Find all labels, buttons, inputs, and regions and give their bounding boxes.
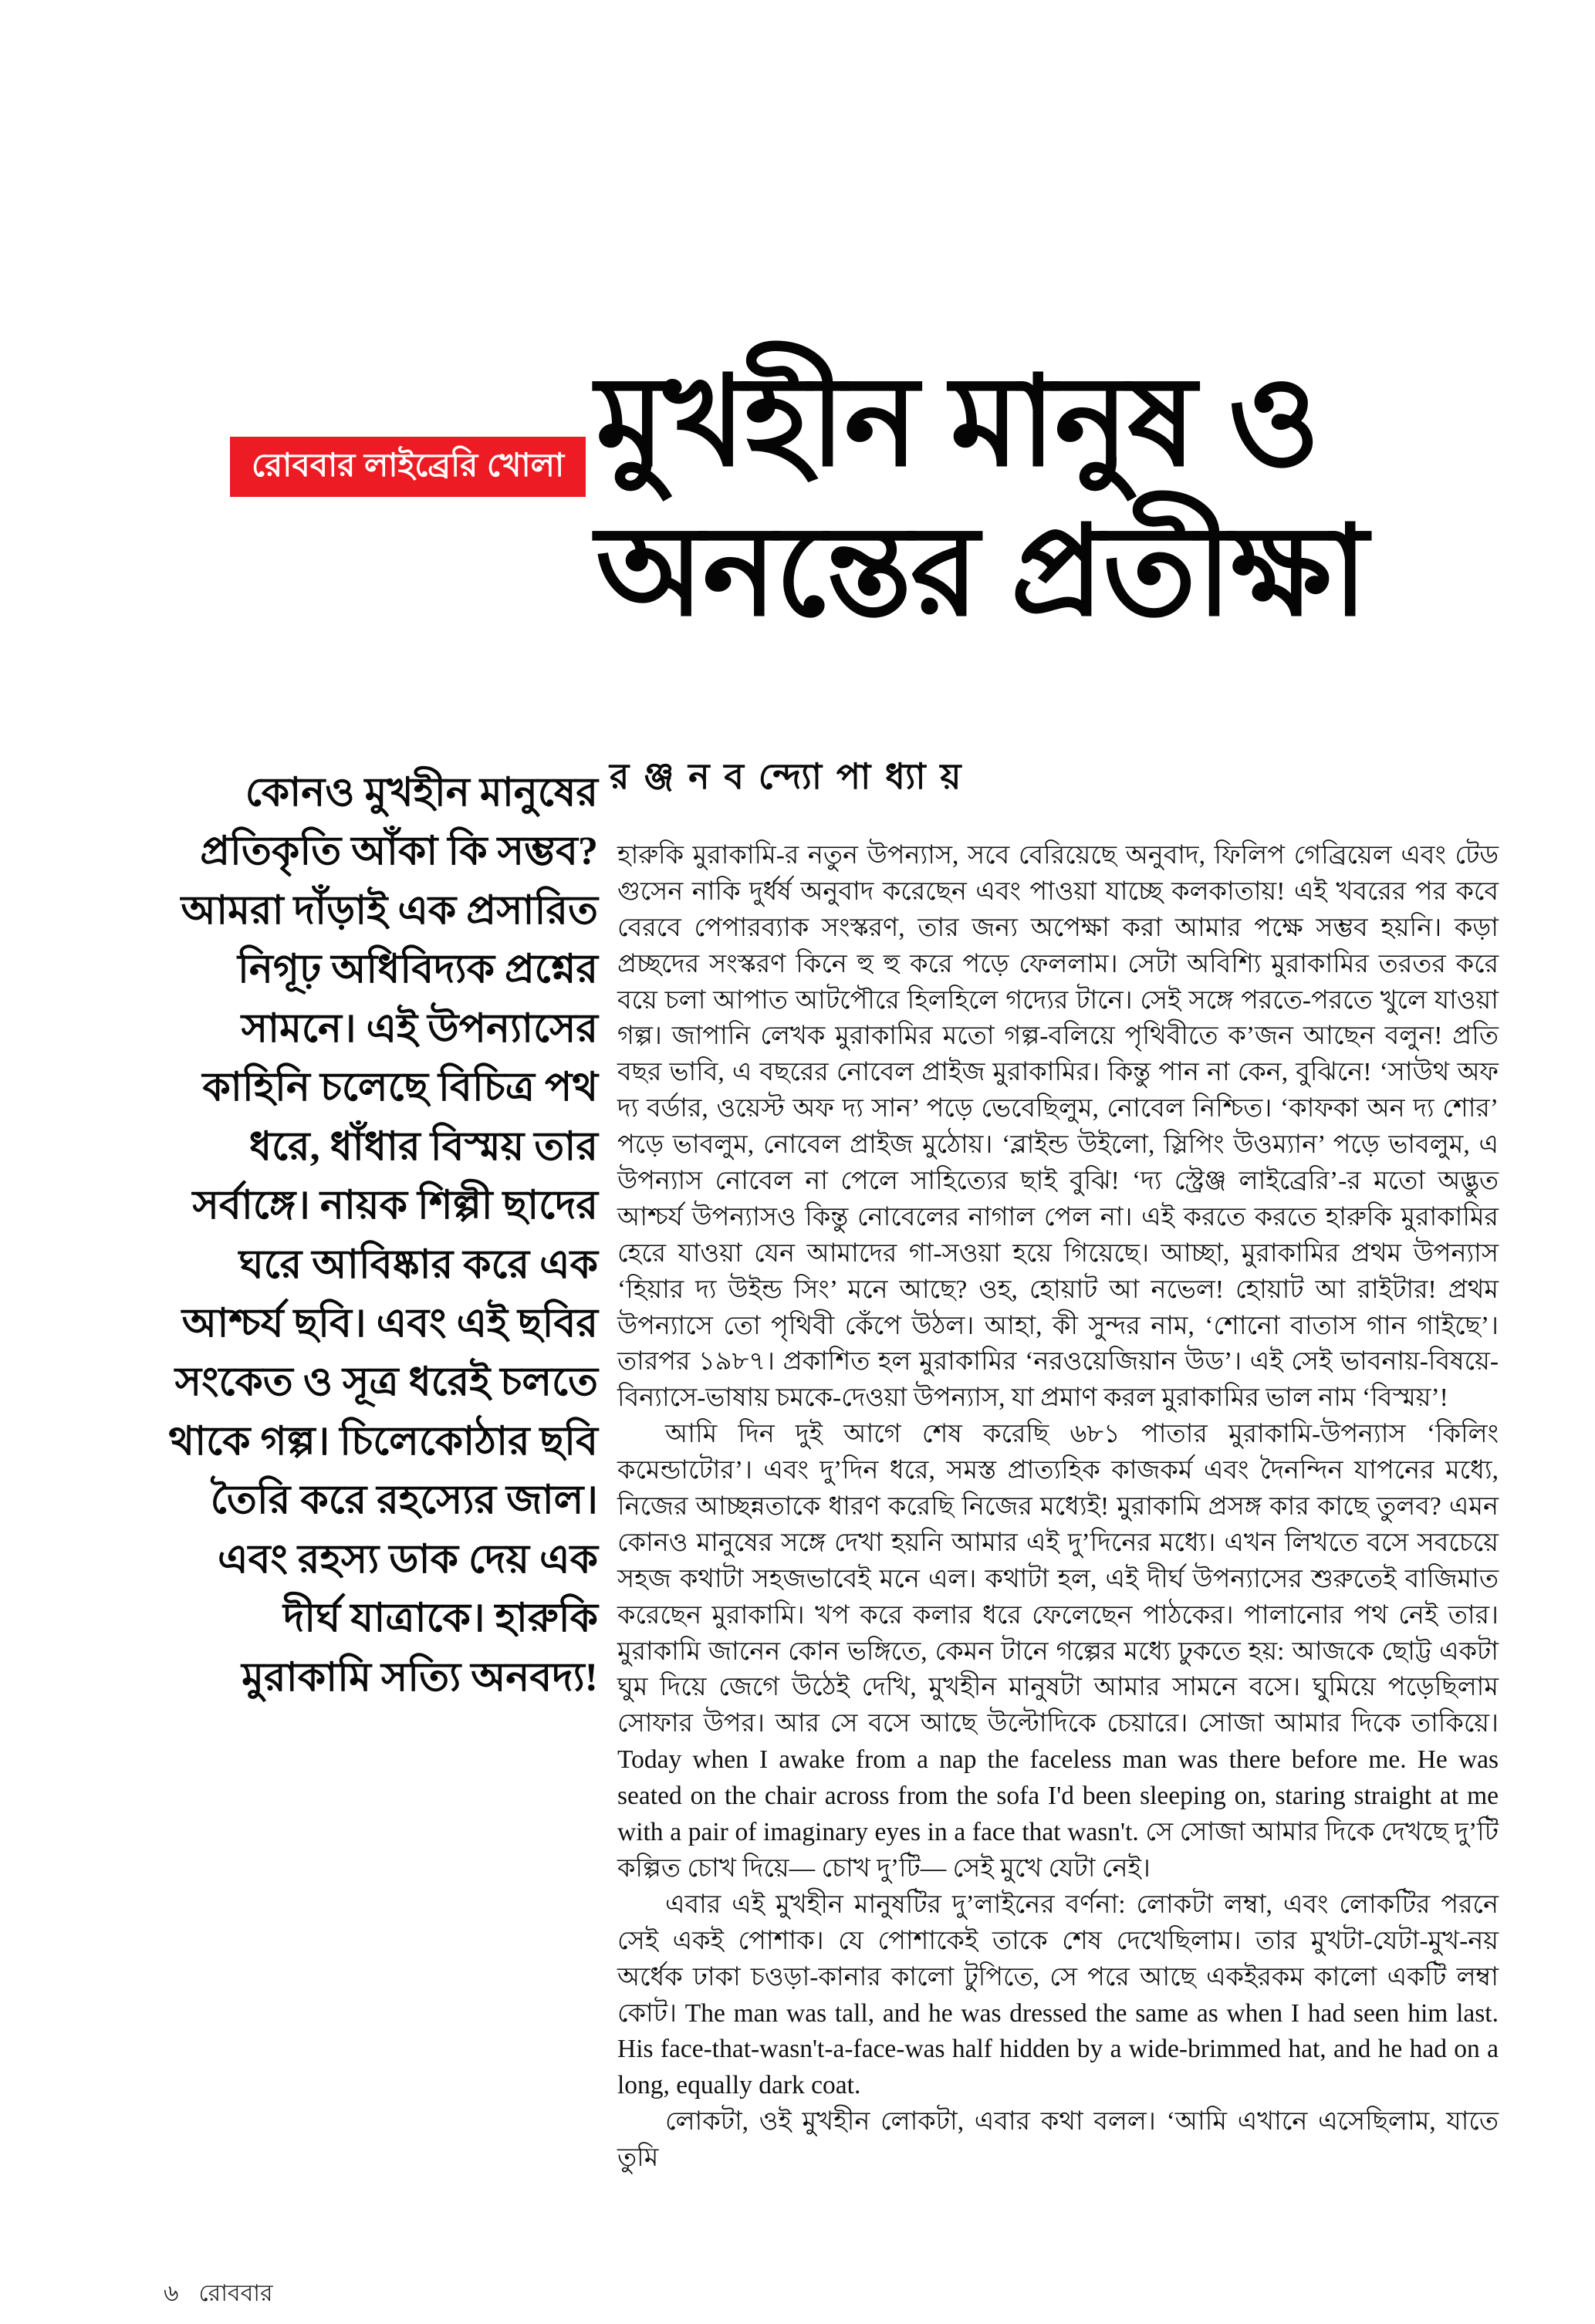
article-paragraph-1: হারুকি মুরাকামি-র নতুন উপন্যাস, সবে বেরিয়েছে অনুবাদ, ফিলিপ গেব্রিয়েল এবং টেড গুসেন নাকি দুর্ধর্ষ অনুবাদ করেছেন এবং পাওয়া যাচ্ছে কলকাতায়! এই খবরের পর কবে বেরবে পেপারব্যাক সংস্করণ, তার জন্য অপেক্ষা করা আমার পক্ষে সম্ভব হয়নি। কড়া প্রচ্ছদের সংস্করণ কিনে হু হু করে পড়ে ফেললাম। সেটা অবিশ্যি মুরাকামির তরতর করে বয়ে চলা আপাত আটপৌরে হিলহিলে গদ্যের টানে। সেই সঙ্গে পরতে-পরতে খুলে যাওয়া গল্প। জাপানি লেখক মুরাকামির মতো গল্প-বলিয়ে পৃথিবীতে ক’জন আছেন বলুন! প্রতি বছর ভাবি, এ বছরের নোবেল প্রাইজ মুরাকামির। কিন্তু পান না কেন, বুঝিনে! ‘সাউথ অফ দ্য বর্ডার, ওয়েস্ট অফ দ্য সান’ পড়ে ভেবেছিলুম, নোবেল নিশ্চিত। ‘কাফকা অন দ্য শোর’ পড়ে ভাবলুম, নোবেল প্রাইজ মুঠোয়। ‘ব্লাইন্ড উইলো, স্লিপিং উওম্যান’ পড়ে ভাবলুম, এ উপন্যাস নোবেল না পেলে সাহিত্যের ছাই বুঝি! ‘দ্য স্ট্রেঞ্জ লাইব্রেরি’-র মতো অদ্ভুত আশ্চর্য উপন্যাসও কিন্তু নোবেলের নাগাল পেল না। এই করতে করতে হারুকি মুরাকামির হেরে যাওয়া যেন আমাদের গা-সওয়া হয়ে গিয়েছে। আচ্ছা, মুরাকামির প্রথম উপন্যাস ‘হিয়ার দ্য উইন্ড সিং’ মনে আছে? ওহ, হোয়াট আ নভেল! হোয়াট আ রাইটার! প্রথম উপন্যাসে তো পৃথিবী কেঁপে উঠল। আহা, কী সুন্দর নাম, ‘শোনো বাতাস গান গাইছে’। তারপর ১৯৮৭। প্রকাশিত হল মুরাকামির ‘নরওয়েজিয়ান উড’। এই সেই ভাবনায়-বিষয়ে-বিন্যাসে-ভাষায় চমকে-দেওয়া উপন্যাস, যা প্রমাণ করল মুরাকামির ভাল নাম ‘বিস্ময়’! — [617, 841, 1499, 1413]
pull-quote: কোনও মুখহীন মানুষের প্রতিকৃতি আঁকা কি সম্ভব? আমরা দাঁড়াই এক প্রসারিত নিগূঢ় অধিবিদ্যক প্রশ্নের সামনে। এই উপন্যাসের কাহিনি চলেছে বিচিত্র পথ ধরে, ধাঁধার বিস্ময় তার সর্বাঙ্গে। নায়ক শিল্পী ছাদের ঘরে আবিষ্কার করে এক আশ্চর্য ছবি। এবং এই ছবির সংকেত ও সূত্র ধরেই চলতে থাকে গল্প। চিলেকোঠার ছবি তৈরি করে রহস্যের জাল। এবং রহস্য ডাক দেয় এক দীর্ঘ যাত্রাকে। হারুকি মুরাকামি সত্যি অনবদ্য! — [168, 771, 598, 1700]
page-footer — [164, 2275, 273, 2314]
article-headline — [596, 347, 1537, 647]
article-body — [617, 838, 1499, 2177]
article-paragraph-2: আমি দিন দুই আগে শেষ করেছি ৬৮১ পাতার মুরাকামি-উপন্যাস ‘কিলিং কমেন্ডাটোর’। এবং দু’দিন ধরে, সমস্ত প্রাত্যহিক কাজকর্ম এবং দৈনন্দিন যাপনের মধ্যে, নিজের আচ্ছন্নতাকে ধারণ করেছি নিজের মধ্যেই! মুরাকামি প্রসঙ্গ কার কাছে তুলব? এমন কোনও মানুষের সঙ্গে দেখা হয়নি আমার এই দু’দিনের মধ্যে। এখন লিখতে বসে সবচেয়ে সহজ কথাটা সহজভাবেই মনে এল। কথাটা হল, এই দীর্ঘ উপন্যাসের শুরুতেই বাজিমাত করেছেন মুরাকামি। খপ করে কলার ধরে ফেলেছেন পাঠকের। পালানোর পথ নেই তার। মুরাকামি জানেন কোন ভঙ্গিতে, কেমন টানে গল্পের মধ্যে ঢুকতে হয়: আজকে ছোট্ট একটা ঘুম দিয়ে জেগে উঠেই দেখি, মুখহীন মানুষটা আমার সামনে বসে। ঘুমিয়ে পড়েছিলাম সোফার উপর। আর সে বসে আছে উল্টোদিকে চেয়ারে। সোজা আমার দিকে তাকিয়ে। Today when I awake from a nap the faceless man was there before me. He was seated on the chair across from the sofa I'd been sleeping on, staring straight at me with a pair of imaginary eyes in a face that wasn't. সে সোজা আমার দিকে দেখছে দু’টি কল্পিত চোখ দিয়ে— চোখ দু’টি— সেই মুখে যেটা নেই। — [617, 1420, 1499, 1883]
author-byline: র ঞ্জ ন ব ন্দ্যো পা ধ্যা য় — [610, 756, 964, 796]
page-number: ৬ — [164, 2281, 179, 2306]
headline-line-1: মুখহীন মানুষ ও — [596, 352, 1319, 491]
section-kicker-badge: রোববার লাইব্রেরি খোলা — [230, 437, 586, 497]
article-paragraph-4: লোকটা, ওই মুখহীন লোকটা, এবার কথা বলল। ‘আমি এখানে এসেছিলাম, যাতে তুমি — [617, 2107, 1499, 2173]
headline-line-2: অনন্তের প্রতীক্ষা — [596, 502, 1367, 642]
article-paragraph-3: এবার এই মুখহীন মানুষটির দু’লাইনের বর্ণনা: লোকটা লম্বা, এবং লোকটির পরনে সেই একই পোশাক। যে পোশাকেই তাকে শেষ দেখেছিলাম। তার মুখটা-যেটা-মুখ-নয় অর্ধেক ঢাকা চওড়া-কানার কালো টুপিতে, সে পরে আছে একইরকম কালো একটি লম্বা কোট। The man was tall, and he was dressed the same as when I had seen him last. His face-that-wasn't-a-face-was half hidden by a wide-brimmed hat, and he had on a long, equally dark coat. — [617, 1890, 1499, 2100]
publication-name: রোববার — [198, 2281, 273, 2306]
